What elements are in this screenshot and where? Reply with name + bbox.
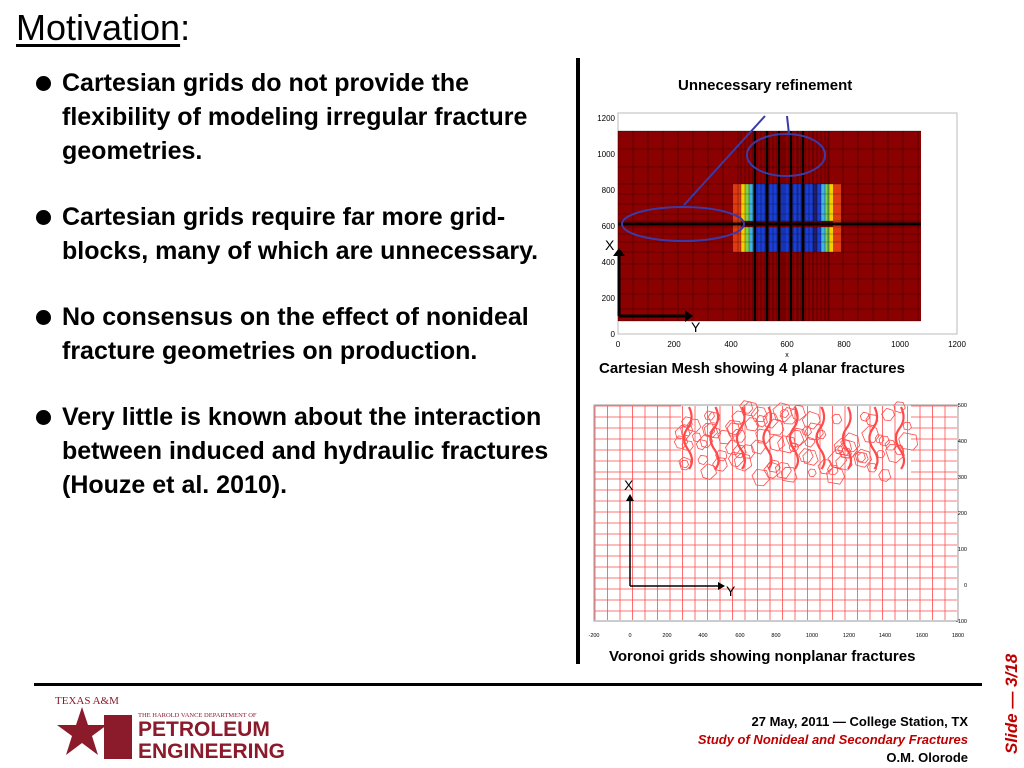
mesh-cell bbox=[745, 227, 749, 252]
y-tick-label: 0 bbox=[963, 583, 967, 589]
x-arrow-label: X bbox=[605, 237, 615, 253]
footer-divider bbox=[34, 683, 982, 686]
logo-university: TEXAS A&M bbox=[55, 695, 119, 707]
x-tick-label: 1000 bbox=[805, 633, 819, 639]
bullet-dot-icon bbox=[36, 76, 51, 91]
voronoi-caption: Voronoi grids showing nonplanar fractures bbox=[609, 648, 916, 665]
department-logo bbox=[52, 693, 322, 763]
x-tick-label: 200 bbox=[667, 340, 681, 349]
x-arrow-label: X bbox=[624, 477, 634, 493]
slide-title bbox=[16, 6, 190, 50]
x-tick-label: 1800 bbox=[951, 633, 965, 639]
slide-number: Slide — 3/18 bbox=[1002, 653, 1021, 754]
bullet-item bbox=[16, 400, 556, 502]
x-tick-label: 400 bbox=[724, 340, 738, 349]
y-tick-label: 200 bbox=[957, 511, 967, 517]
mesh-cell bbox=[821, 184, 825, 221]
y-tick-label: 600 bbox=[601, 222, 615, 231]
x-tick-label: 1600 bbox=[915, 633, 929, 639]
y-tick-label: 1200 bbox=[597, 114, 615, 123]
y-arrow-label: Y bbox=[726, 583, 736, 599]
mesh-cell bbox=[745, 184, 749, 221]
cartesian-mesh-caption: Cartesian Mesh showing 4 planar fractures bbox=[599, 360, 905, 377]
mesh-cell bbox=[749, 227, 753, 252]
x-tick-label: 600 bbox=[780, 340, 794, 349]
y-tick-label: 200 bbox=[601, 294, 615, 303]
mesh-cell bbox=[741, 227, 745, 252]
y-tick-label: 1000 bbox=[597, 150, 615, 159]
mesh-cell bbox=[829, 227, 833, 252]
y-arrow-label: Y bbox=[691, 319, 701, 335]
bullet-dot-icon bbox=[36, 210, 51, 225]
mesh-cell bbox=[829, 184, 833, 221]
footer-subtitle: Study of Nonideal and Secondary Fractures bbox=[697, 732, 968, 747]
bullet-text: No consensus on the effect of nonideal fracture geometries on production. bbox=[62, 303, 529, 365]
y-tick-label: 100 bbox=[957, 547, 967, 553]
mesh-cell bbox=[821, 227, 825, 252]
mesh-field bbox=[618, 131, 921, 321]
x-tick-label: 800 bbox=[837, 340, 851, 349]
bullet-item bbox=[16, 300, 556, 368]
y-tick-label: 400 bbox=[601, 258, 615, 267]
x-tick-label: 400 bbox=[698, 633, 708, 639]
x-tick-label: 600 bbox=[735, 633, 745, 639]
star-e-mark-icon bbox=[57, 707, 132, 759]
bullet-text: Cartesian grids do not provide the flexibility of modeling irregular fracture geometries. bbox=[62, 69, 528, 165]
bullet-item bbox=[16, 200, 556, 268]
bullet-text: Cartesian grids require far more grid-blocks, many of which are unnecessary. bbox=[62, 203, 539, 265]
mesh-cell bbox=[813, 184, 817, 221]
x-axis-label: x bbox=[785, 352, 789, 359]
mesh-cell bbox=[813, 227, 817, 252]
title-suffix: : bbox=[180, 7, 191, 48]
x-tick-label: 1400 bbox=[878, 633, 892, 639]
x-tick-label: 200 bbox=[662, 633, 672, 639]
x-tick-label: 800 bbox=[771, 633, 781, 639]
mesh-cell bbox=[741, 184, 745, 221]
y-tick-label: 800 bbox=[601, 186, 615, 195]
bullet-item bbox=[16, 66, 556, 168]
column-divider bbox=[576, 58, 580, 664]
unnecessary-refinement-label: Unnecessary refinement bbox=[678, 77, 853, 94]
mesh-cell bbox=[825, 184, 829, 221]
footer-info bbox=[698, 713, 968, 767]
y-tick-label: 0 bbox=[610, 330, 615, 339]
footer-date: 27 May, 2011 — College Station, TX bbox=[751, 714, 968, 729]
bullet-dot-icon bbox=[36, 410, 51, 425]
title-word: Motivation bbox=[16, 7, 181, 48]
bullet-list bbox=[16, 66, 556, 534]
x-tick-label: -200 bbox=[588, 633, 600, 639]
y-tick-label: 300 bbox=[957, 475, 967, 481]
mesh-cell bbox=[817, 184, 821, 221]
voronoi-grid-figure bbox=[585, 399, 970, 643]
y-tick-label: 500 bbox=[957, 403, 967, 409]
cartesian-mesh-figure bbox=[585, 104, 970, 364]
mesh-cell bbox=[817, 227, 821, 252]
x-tick-label: 0 bbox=[615, 340, 621, 349]
footer-author: O.M. Olorode bbox=[886, 750, 968, 765]
y-tick-label: -100 bbox=[955, 619, 967, 625]
logo-petroleum: PETROLEUM bbox=[138, 718, 270, 741]
x-tick-label: 0 bbox=[628, 633, 632, 639]
logo-engineering: ENGINEERING bbox=[138, 740, 286, 763]
x-tick-label: 1000 bbox=[891, 340, 909, 349]
bullet-text: Very little is known about the interaction between induced and hydraulic fractures (Houze et al. 2010). bbox=[62, 403, 549, 499]
mesh-cell bbox=[825, 227, 829, 252]
x-tick-label: 1200 bbox=[948, 340, 966, 349]
mesh-cell bbox=[749, 184, 753, 221]
y-tick-label: 400 bbox=[957, 439, 967, 445]
logo-department: THE HAROLD VANCE DEPARTMENT OF bbox=[138, 712, 257, 719]
x-tick-label: 1200 bbox=[842, 633, 856, 639]
bullet-dot-icon bbox=[36, 310, 51, 325]
